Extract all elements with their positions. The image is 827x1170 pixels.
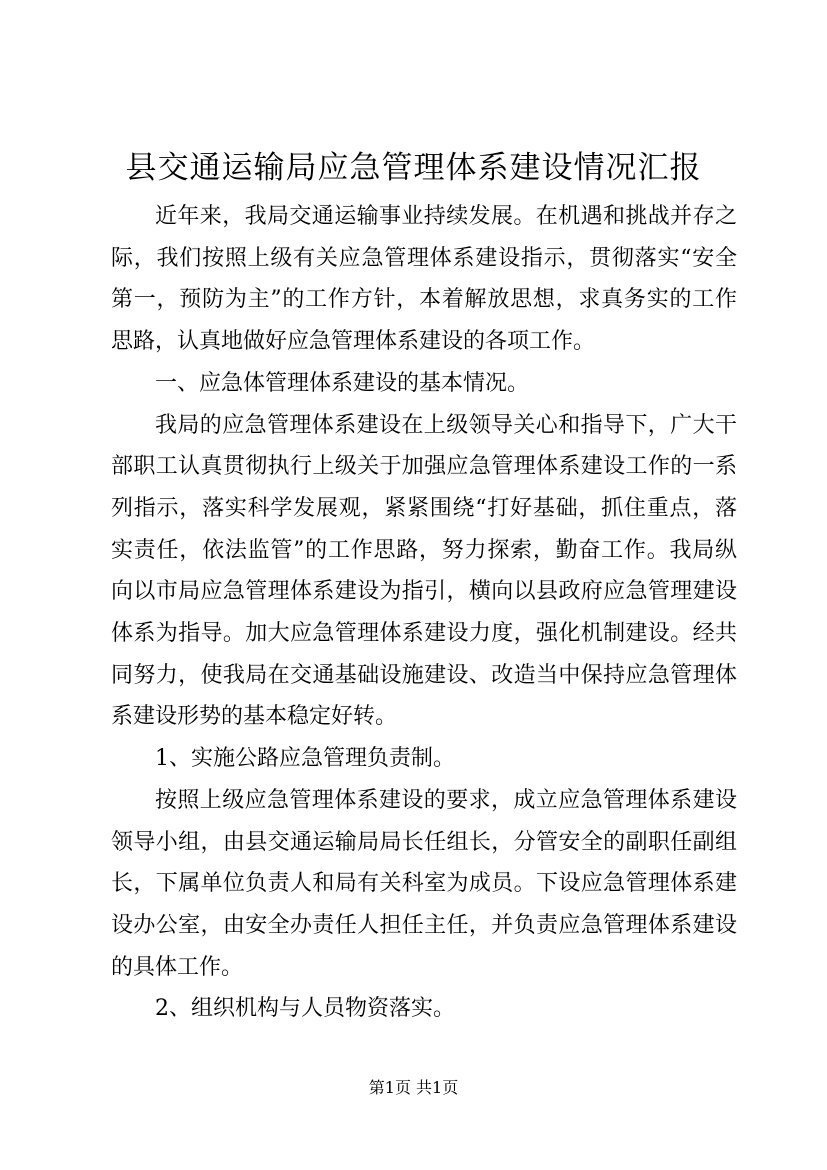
- page-footer: 第1页 共1页: [368, 1078, 459, 1097]
- document-title: 县交通运输局应急管理体系建设情况汇报: [125, 150, 702, 186]
- paragraph-intro: 近年来，我局交通运输事业持续发展。在机遇和挑战并存之际，我们按照上级有关应急管理体系建设指示，贯彻落实“安全第一，预防为主”的工作方针，本着解放思想，求真务实的工作思路，认真地做好应急管理体系建设的各项工作。: [111, 204, 737, 355]
- subheading-2: 2、组织机构与人员物资落实。: [155, 996, 455, 1022]
- document-body: [111, 196, 737, 1030]
- paragraph-subsection-1: 按照上级应急管理体系建设的要求，成立应急管理体系建设领导小组，由县交通运输局局长任组长，分管安全的副职任副组长，下属单位负责人和局有关科室为成员。下设应急管理体系建设办公室，由安全办责任人担任主任，并负责应急管理体系建设的具体工作。: [111, 787, 737, 980]
- section-heading-1: 一、应急体管理体系建设的基本情况。: [155, 370, 530, 396]
- subheading-1: 1、实施公路应急管理负责制。: [155, 746, 455, 772]
- paragraph-section-1: 我局的应急管理体系建设在上级领导关心和指导下，广大干部职工认真贯彻执行上级关于加强应急管理体系建设工作的一系列指示，落实科学发展观，紧紧围绕“打好基础，抓住重点，落实责任，依法监管”的工作思路，努力探索，勤奋工作。我局纵向以市局应急管理体系建设为指引，横向以县政府应急管理建设体系为指导。加大应急管理体系建设力度，强化机制建设。经共同努力，使我局在交通基础设施建设、改造当中保持应急管理体系建设形势的基本稳定好转。: [111, 412, 737, 730]
